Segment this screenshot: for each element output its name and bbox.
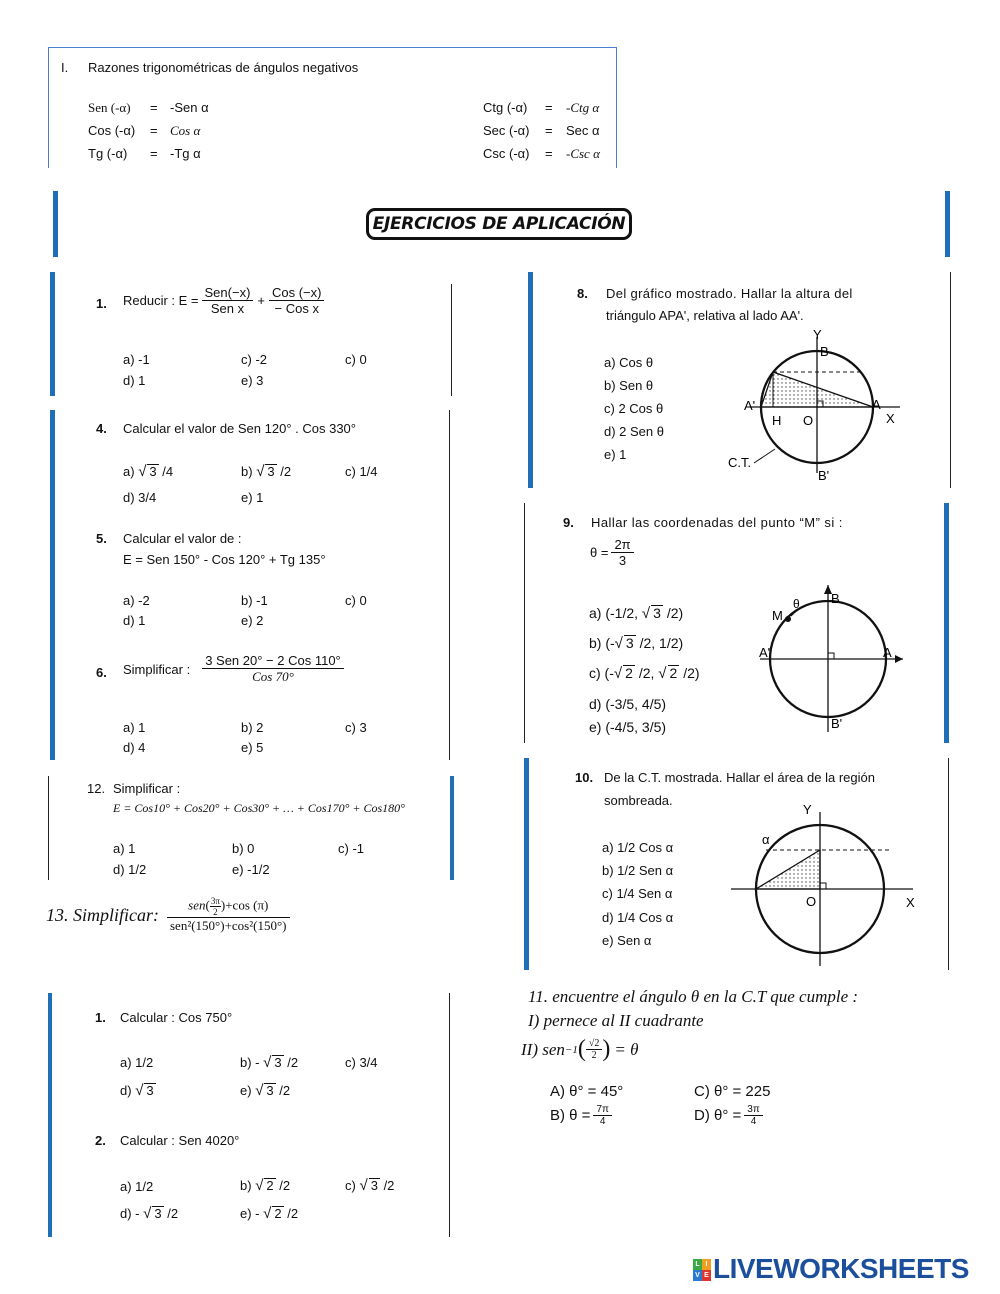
- p1-f2-den: − Cos x: [274, 301, 319, 316]
- identity-sec-value: Sec α: [566, 123, 600, 138]
- p12-option-b[interactable]: b) 0: [232, 841, 255, 856]
- q2-option-e[interactable]: e) - √ 2 /2: [240, 1205, 299, 1222]
- p11-option-d[interactable]: D) θ° = $\frac{3\pi}{4}$: [694, 1104, 763, 1127]
- logo-i: I: [702, 1259, 711, 1270]
- p9-theta: θ = $\frac{2\pi}{3}$: [590, 537, 634, 568]
- identities-title-num: I.: [61, 60, 69, 75]
- p9-right-angle: [828, 653, 834, 659]
- p11-line1: 11. encuentre el ángulo θ en la C.T que cumple :: [528, 987, 859, 1006]
- p10-option-b[interactable]: b) 1/2 Sen α: [602, 863, 674, 878]
- p1-option-c2[interactable]: c) 0: [345, 352, 367, 367]
- q2-option-b[interactable]: b) √ 2 /2: [240, 1177, 291, 1194]
- identity-csc: Csc (-α): [483, 146, 530, 161]
- p12-option-c[interactable]: c) -1: [338, 841, 364, 856]
- p6-option-d[interactable]: d) 4: [123, 740, 146, 755]
- p1-fraction-2: [269, 285, 324, 316]
- q2-option-d[interactable]: d) - √ 3 /2: [120, 1205, 179, 1222]
- p1-text: Reducir : E =: [123, 293, 199, 308]
- brand-name[interactable]: LIVEWORKSHEETS: [713, 1253, 969, 1284]
- p13-label: 13. Simplificar:: [46, 904, 159, 925]
- brand-logo-icon: [693, 1259, 711, 1281]
- p11-option-c[interactable]: C) θ° = 225: [694, 1083, 771, 1100]
- p1-bar: [50, 272, 55, 396]
- identity-cos-value: Cos α: [170, 123, 201, 138]
- p8-figure: [720, 325, 910, 490]
- p4-6-bar: [50, 410, 55, 760]
- p8-label-a1: A': [744, 398, 756, 413]
- p4-number: 4.: [96, 421, 107, 436]
- header-title-box: [366, 208, 632, 240]
- p5-number: 5.: [96, 531, 107, 546]
- p8-line2: triángulo APA', relativa al lado AA'.: [606, 308, 804, 323]
- p4-option-b[interactable]: b) √ 3 /2: [241, 463, 292, 480]
- p1-f1-num: Sen(−x): [202, 285, 254, 301]
- p5-option-e[interactable]: e) 2: [241, 613, 264, 628]
- p1-number: 1.: [96, 296, 107, 311]
- p8-option-c[interactable]: c) 2 Cos θ: [604, 401, 664, 416]
- p10-line: [948, 758, 949, 970]
- p1-option-d[interactable]: d) 1: [123, 373, 146, 388]
- p11-option-a[interactable]: A) θ° = 45°: [550, 1083, 624, 1100]
- p6-text: Simplificar :: [123, 661, 191, 677]
- q1-number: 1.: [95, 1010, 106, 1025]
- p10-label-y: Y: [803, 802, 812, 817]
- eq-4: =: [545, 100, 553, 115]
- q1-option-a[interactable]: a) 1/2: [120, 1055, 154, 1070]
- p10-option-c[interactable]: c) 1/4 Sen α: [602, 886, 673, 901]
- q1-option-c[interactable]: c) 3/4: [345, 1055, 378, 1070]
- p9-label-b: B: [831, 591, 840, 606]
- p11-line2: I) pernece al II cuadrante: [528, 1011, 704, 1030]
- eq-5: =: [545, 123, 553, 138]
- p10-option-d[interactable]: d) 1/4 Cos α: [602, 910, 674, 925]
- p1-option-a[interactable]: a) -1: [123, 352, 150, 367]
- p5-option-b[interactable]: b) -1: [241, 593, 268, 608]
- p12-expression: E = Cos10° + Cos20° + Cos30° + … + Cos170° + Cos180°: [113, 801, 405, 815]
- p9-figure: [755, 582, 910, 734]
- q1-option-d[interactable]: d) √ 3: [120, 1082, 154, 1099]
- p1-line: [451, 284, 452, 396]
- p8-bar: [528, 272, 533, 488]
- p9-x-arrow: [895, 655, 903, 663]
- p8-option-d[interactable]: d) 2 Sen θ: [604, 424, 664, 439]
- p4-6-line: [449, 410, 450, 760]
- p11-line3: II) sen −1 ( $\frac{√2}{2}$ ) = θ: [521, 1036, 639, 1062]
- p9-label-m: M: [772, 608, 783, 623]
- identity-sen-value: -Sen α: [170, 100, 209, 115]
- p4-text: Calcular el valor de Sen 120° . Cos 330°: [123, 421, 356, 436]
- p1-statement: [123, 285, 324, 316]
- p13-den: sen²(150°)+cos²(150°): [170, 918, 287, 933]
- p9-bar: [944, 503, 949, 743]
- p12-number: 12.: [87, 781, 106, 796]
- p9-label-a: A: [883, 645, 892, 660]
- p5-option-d[interactable]: d) 1: [123, 613, 146, 628]
- p4-option-a[interactable]: a) √ 3 /4: [123, 463, 174, 480]
- p6-fraction: [202, 653, 344, 685]
- q-bar: [48, 993, 52, 1237]
- p10-label-x: X: [906, 895, 915, 910]
- p4-option-c[interactable]: c) 1/4: [345, 464, 378, 479]
- p8-line1: Del gráfico mostrado. Hallar la altura del: [606, 286, 853, 301]
- p1-plus: +: [257, 293, 265, 308]
- eq-2: =: [150, 123, 158, 138]
- p9-option-e[interactable]: e) (-4/5, 3/5): [589, 719, 667, 735]
- p9-line1: Hallar las coordenadas del punto “M” si :: [591, 515, 843, 530]
- identity-sec: Sec (-α): [483, 123, 530, 138]
- p1-fraction-1: [202, 285, 254, 316]
- p6-den: Cos 70°: [252, 669, 294, 684]
- p8-label-bp: B': [818, 468, 830, 483]
- p9-option-a[interactable]: a) (-1/2, √ 3 /2): [589, 605, 684, 622]
- p1-f1-den: Sen x: [210, 301, 245, 316]
- q2-option-a[interactable]: a) 1/2: [120, 1179, 154, 1194]
- p10-line2: sombreada.: [604, 793, 673, 808]
- p10-line1: De la C.T. mostrada. Hallar el área de la región: [604, 770, 875, 785]
- p12-option-d[interactable]: d) 1/2: [113, 862, 147, 877]
- p9-label-theta: θ: [793, 597, 800, 611]
- header-bar-right: [945, 191, 950, 257]
- logo-l: L: [693, 1259, 702, 1270]
- p9-label-a1: A': [759, 645, 771, 660]
- p10-right-angle: [820, 883, 826, 889]
- p10-label-alpha: α: [762, 832, 770, 847]
- p9-option-b[interactable]: b) (-√ 3 /2, 1/2): [589, 635, 684, 652]
- p8-label-x: X: [886, 411, 895, 426]
- p10-figure: [728, 800, 920, 970]
- p13-num: sen( $\frac{3\pi}{2}$ )+cos (π): [167, 896, 290, 918]
- p4-option-d[interactable]: d) 3/4: [123, 490, 157, 505]
- q-line: [449, 993, 450, 1237]
- identity-tg-value: -Tg α: [170, 146, 201, 161]
- p9-number: 9.: [563, 515, 574, 530]
- p8-label-h: H: [772, 413, 782, 428]
- p13-statement: [46, 896, 290, 934]
- q2-option-c[interactable]: c) √ 3 /2: [345, 1177, 395, 1194]
- logo-v: V: [693, 1270, 702, 1281]
- p12-bar: [450, 776, 454, 880]
- p5-option-a[interactable]: a) -2: [123, 593, 150, 608]
- p10-option-a[interactable]: a) 1/2 Cos α: [602, 840, 674, 855]
- q2-text: Calcular : Sen 4020°: [120, 1133, 240, 1148]
- p10-option-e[interactable]: e) Sen α: [602, 933, 652, 948]
- p10-bar: [524, 758, 529, 970]
- p8-label-ct: C.T.: [728, 455, 752, 470]
- p10-label-o: O: [806, 894, 817, 909]
- eq-3: =: [150, 146, 158, 161]
- eq-1: =: [150, 100, 158, 115]
- p1-option-e[interactable]: e) 3: [241, 373, 264, 388]
- p5-line1: Calcular el valor de :: [123, 531, 242, 546]
- p9-line-left: [524, 503, 525, 743]
- p9-label-bp: B': [831, 716, 843, 731]
- identity-ctg-value: -Ctg α: [566, 100, 600, 115]
- q2-number: 2.: [95, 1133, 106, 1148]
- p5-option-c[interactable]: c) 0: [345, 593, 367, 608]
- p6-num: 3 Sen 20° − 2 Cos 110°: [202, 653, 344, 669]
- q1-option-e[interactable]: e) √ 3 /2: [240, 1082, 291, 1099]
- p8-label-y: Y: [813, 327, 822, 342]
- p10-number: 10.: [575, 770, 594, 785]
- p8-label-a: A: [872, 397, 881, 412]
- p9-point-m: [785, 616, 791, 622]
- p8-ct-arrow: [754, 449, 775, 463]
- identity-csc-value: -Csc α: [566, 146, 600, 161]
- identity-tg: Tg (-α): [88, 146, 128, 161]
- identity-ctg: Ctg (-α): [483, 100, 528, 115]
- p1-option-c1[interactable]: c) -2: [241, 352, 267, 367]
- p12-line-left: [48, 776, 49, 880]
- p8-option-b[interactable]: b) Sen θ: [604, 378, 654, 393]
- identity-sen: Sen (-α): [88, 100, 131, 115]
- identity-cos: Cos (-α): [88, 123, 136, 138]
- header-bar-left: [53, 191, 58, 257]
- p8-number: 8.: [577, 286, 588, 301]
- eq-6: =: [545, 146, 553, 161]
- p11-option-b[interactable]: B) θ = $\frac{7\pi}{4}$: [550, 1104, 612, 1127]
- p6-option-a[interactable]: a) 1: [123, 720, 146, 735]
- p8-label-o: O: [803, 413, 814, 428]
- p6-option-e[interactable]: e) 5: [241, 740, 264, 755]
- p8-option-a[interactable]: a) Cos θ: [604, 355, 654, 370]
- p8-label-b: B: [820, 344, 829, 359]
- p12-option-a[interactable]: a) 1: [113, 841, 136, 856]
- p6-option-c[interactable]: c) 3: [345, 720, 367, 735]
- p12-option-e[interactable]: e) -1/2: [232, 862, 270, 877]
- header-title: EJERCICIOS DE APLICACIÓN: [372, 214, 626, 234]
- p9-option-c[interactable]: c) (-√ 2 /2, √ 2 /2): [589, 665, 700, 682]
- p1-f2-num: Cos (−x): [269, 285, 324, 301]
- p8-option-e[interactable]: e) 1: [604, 447, 627, 462]
- p8-line: [950, 272, 951, 488]
- q1-text: Calcular : Cos 750°: [120, 1010, 233, 1025]
- p5-line2: E = Sen 150° - Cos 120° + Tg 135°: [123, 552, 326, 567]
- p9-option-d[interactable]: d) (-3/5, 4/5): [589, 696, 667, 712]
- identities-title: Razones trigonométricas de ángulos negativos: [88, 60, 359, 75]
- p4-option-e[interactable]: e) 1: [241, 490, 264, 505]
- p6-number: 6.: [96, 665, 107, 680]
- p6-option-b[interactable]: b) 2: [241, 720, 264, 735]
- logo-e: E: [702, 1270, 711, 1281]
- p12-text: Simplificar :: [113, 781, 181, 796]
- p6-statement: [123, 653, 344, 685]
- q1-option-b[interactable]: b) - √ 3 /2: [240, 1054, 299, 1071]
- p13-fraction: [167, 896, 290, 934]
